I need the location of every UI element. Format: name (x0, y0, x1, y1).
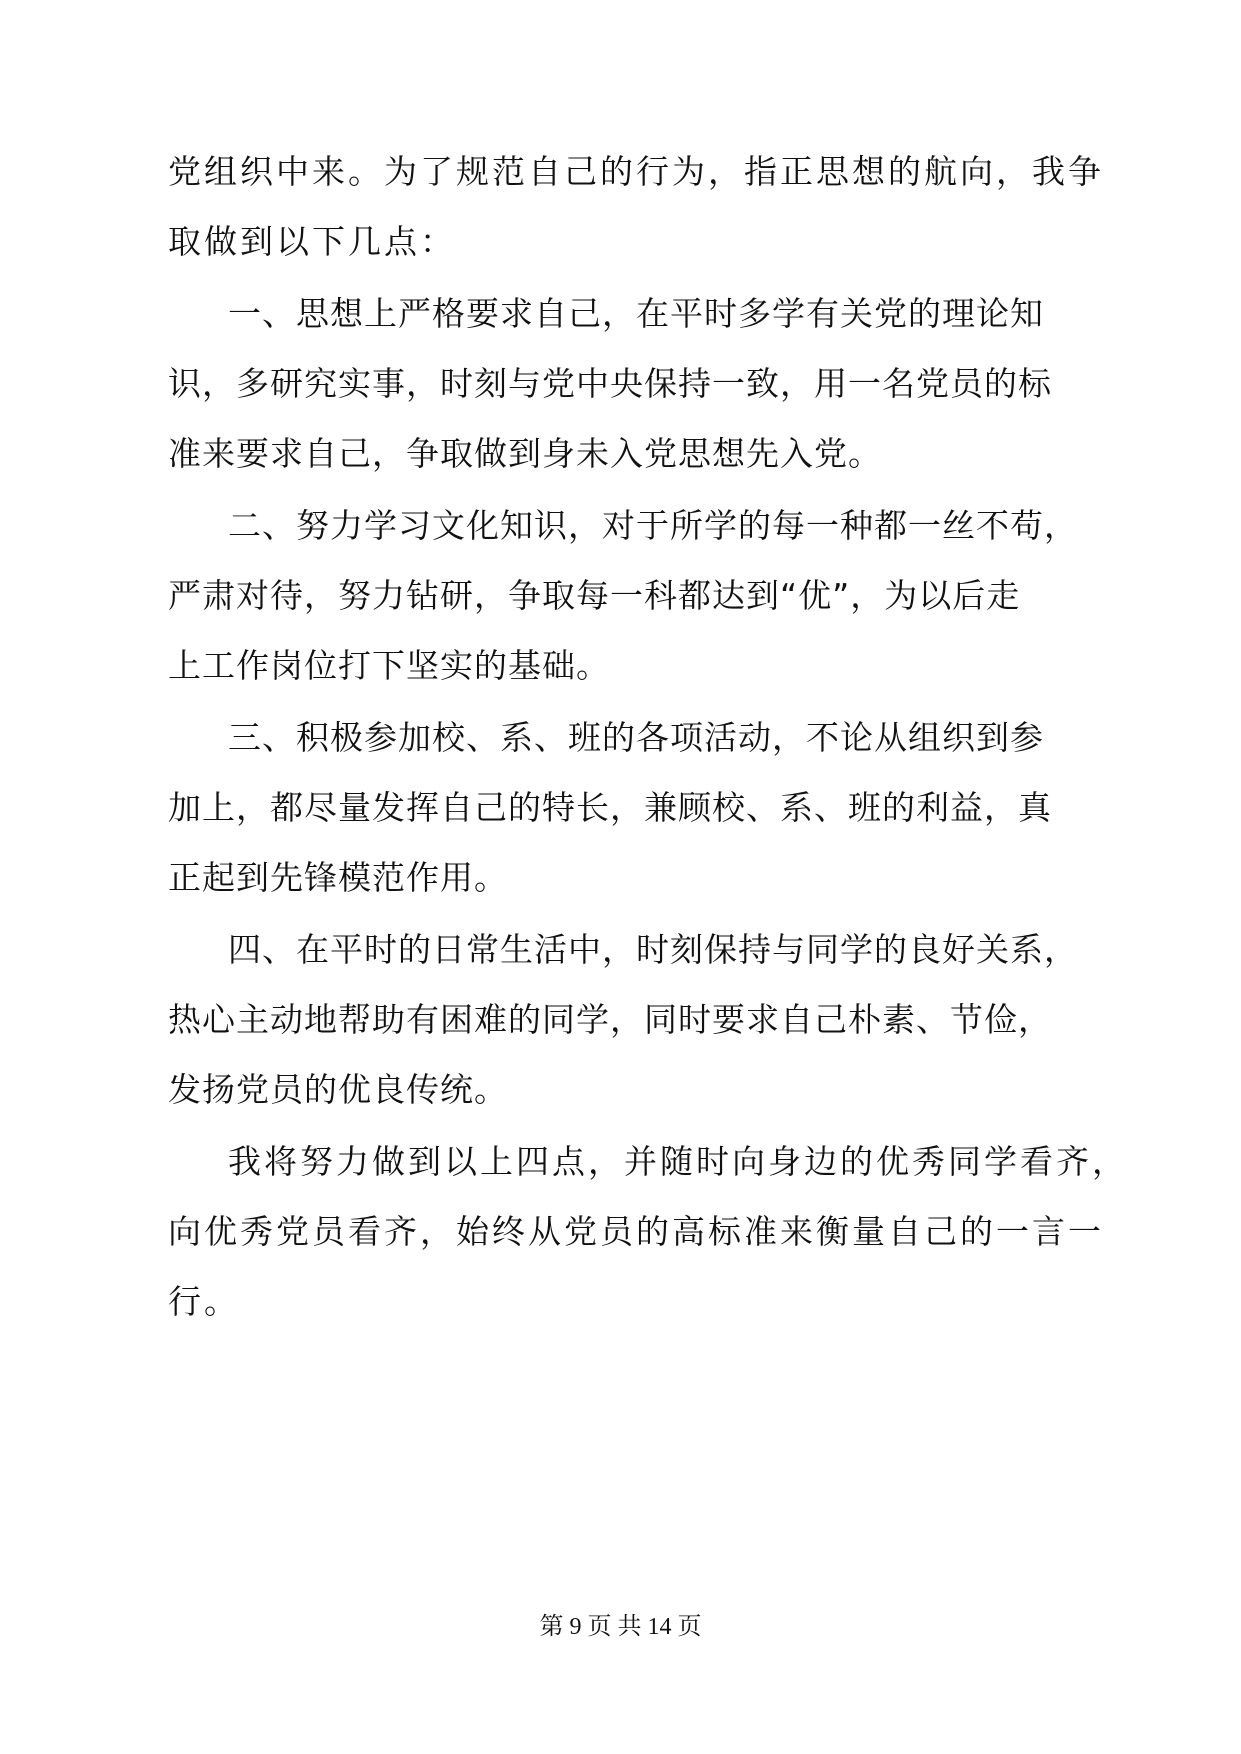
paragraph-line: 发扬党员的优良传统。 (168, 1070, 508, 1109)
paragraph-line: 三、积极参加校、系、班的各项活动，不论从组织到参 (228, 718, 1044, 757)
paragraph-line: 识，多研究实事，时刻与党中央保持一致，用一名党员的标 (168, 364, 1052, 403)
paragraph-line: 一、思想上严格要求自己，在平时多学有关党的理论知 (228, 294, 1044, 333)
paragraph-line: 取做到以下几点： (168, 222, 456, 261)
paragraph-line: 准来要求自己，争取做到身未入党思想先入党。 (168, 434, 882, 473)
page-footer: 第 9 页 共 14 页 (539, 1614, 702, 1640)
paragraph-line: 二、努力学习文化知识，对于所学的每一种都一丝不苟， (228, 506, 1078, 545)
paragraph-line: 热心主动地帮助有困难的同学，同时要求自己朴素、节俭， (168, 1000, 1052, 1039)
paragraph-line: 严肃对待，努力钻研，争取每一科都达到“优”，为以后走 (168, 576, 1021, 615)
paragraph-line: 正起到先锋模范作用。 (168, 858, 508, 897)
paragraph-line: 加上，都尽量发挥自己的特长，兼顾校、系、班的利益，真 (168, 788, 1052, 827)
paragraph-line: 党组织中来。为了规范自己的行为，指正思想的航向，我争 (168, 152, 1104, 191)
paragraph-line: 行。 (168, 1282, 240, 1321)
paragraph-line: 向优秀党员看齐，始终从党员的高标准来衡量自己的一言一 (168, 1212, 1104, 1251)
paragraph-line: 我将努力做到以上四点，并随时向身边的优秀同学看齐， (228, 1142, 1128, 1181)
paragraph-line: 上工作岗位打下坚实的基础。 (168, 646, 610, 685)
paragraph-line: 四、在平时的日常生活中，时刻保持与同学的良好关系， (228, 930, 1078, 969)
